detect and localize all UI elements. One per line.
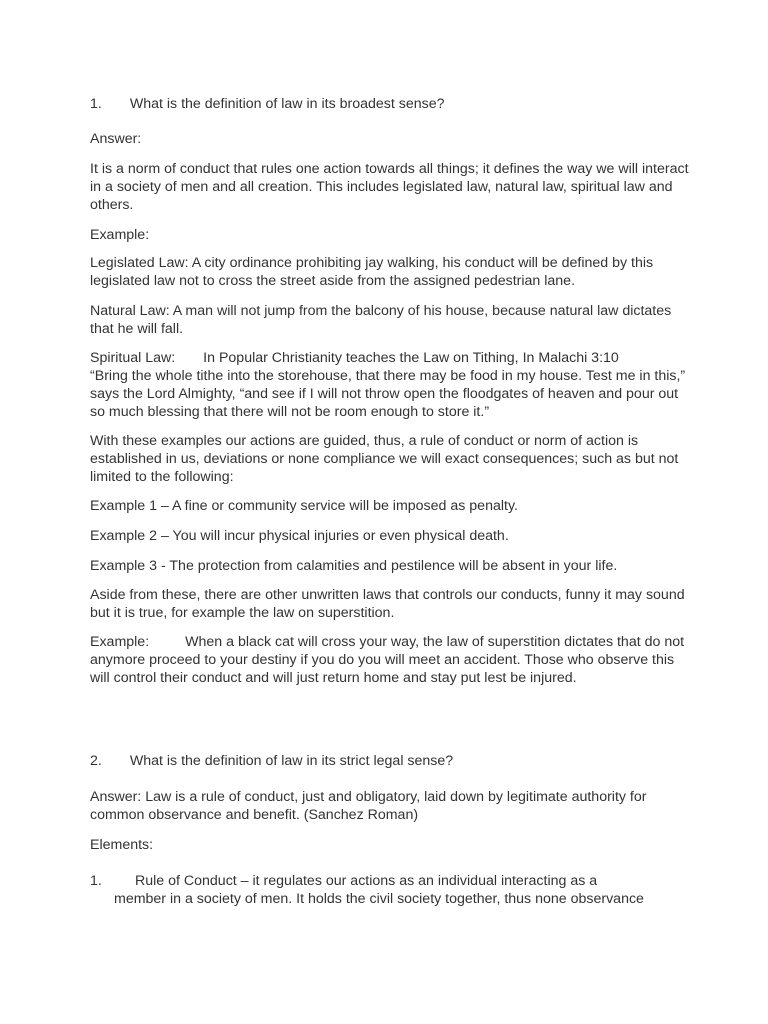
superstition-text: When a black cat will cross your way, the law of superstition dictates that do not anymore proceed to your destiny if you do you will meet an accident. Those who observe this will control their conduct and will just return home and stay put lest be injured.: [90, 634, 685, 686]
element-number: 1.: [90, 873, 102, 889]
spiritual-law-label: Spiritual Law:: [90, 350, 176, 366]
element-first-line: Rule of Conduct – it regulates our actions as an individual interacting as a: [135, 873, 598, 889]
natural-law-paragraph: Natural Law: A man will not jump from the balcony of his house, because natural law dictates that he will fall.: [90, 303, 672, 337]
spiritual-law-paragraph: [90, 349, 690, 421]
element-continuation: member in a society of men. It holds the civil society together, thus none observance: [114, 891, 644, 907]
consequences-paragraph: With these examples our actions are guided, thus, a rule of conduct or norm of action is established in us, deviations or none compliance we will exact consequences; such as but not limited to the following:: [90, 433, 679, 485]
q2-answer-paragraph: Answer: Law is a rule of conduct, just and obligatory, laid down by legitimate authority for common observance and benefit. (Sanchez Roman): [90, 789, 647, 823]
answer-paragraph: It is a norm of conduct that rules one action towards all things; it defines the way we will interact in a society of men and all creation. This includes legislated law, natural law, spiritual law and others.: [90, 161, 689, 213]
unwritten-laws-paragraph: Aside from these, there are other unwritten laws that controls our conducts, funny it may sound but it is true, for example the law on superstition.: [90, 587, 685, 621]
scripture-quote: “Bring the whole tithe into the storehouse, that there may be food in my house. Test me in this,” says the Lord Almighty, “and see if I will not throw open the floodgates of heaven and pour out so much blessing that there will not be room enough to store it.”: [90, 368, 686, 420]
example-2: Example 2 – You will incur physical injuries or even physical death.: [90, 528, 509, 544]
question-text: What is the definition of law in its strict legal sense?: [129, 753, 454, 769]
element-1: [90, 872, 710, 908]
legislated-law-paragraph: Legislated Law: A city ordinance prohibiting jay walking, his conduct will be defined by this legislated law not to cross the street aside from the assigned pedestrian lane.: [90, 255, 654, 289]
example-3: Example 3 - The protection from calamities and pestilence will be absent in your life.: [90, 558, 618, 574]
example-1: Example 1 – A fine or community service will be imposed as penalty.: [90, 498, 518, 514]
answer-label: Answer:: [90, 131, 142, 147]
superstition-label: Example:: [90, 634, 150, 650]
superstition-paragraph: [90, 633, 690, 687]
question-1: [90, 95, 690, 113]
example-label: Example:: [90, 227, 150, 243]
spiritual-law-intro: In Popular Christianity teaches the Law on Tithing, In Malachi 3:10: [203, 350, 619, 366]
elements-label: Elements:: [90, 837, 154, 853]
question-2: [90, 752, 690, 770]
question-number: 1.: [90, 96, 102, 112]
question-text: What is the definition of law in its broadest sense?: [129, 96, 445, 112]
question-number: 2.: [90, 753, 102, 769]
